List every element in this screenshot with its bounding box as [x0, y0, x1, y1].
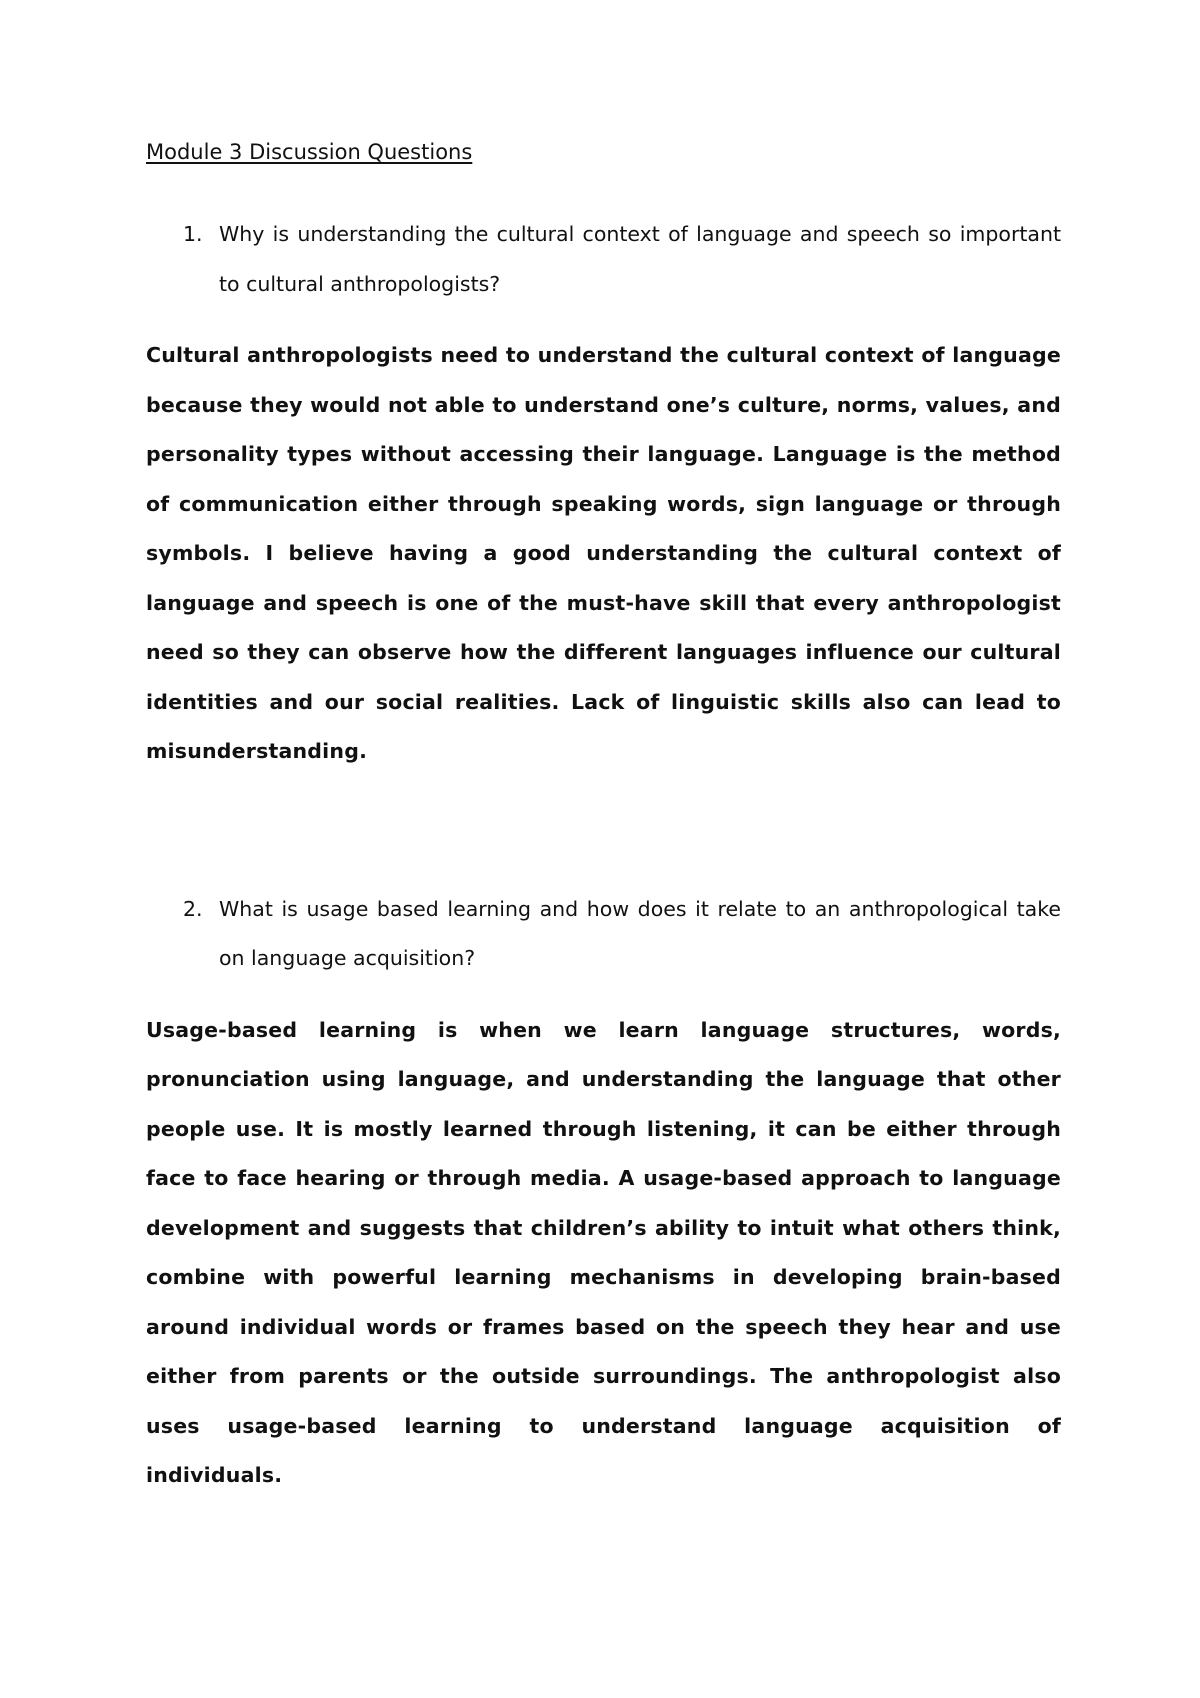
question-1-number: 1.: [183, 222, 203, 246]
document-title: Module 3 Discussion Questions: [146, 140, 473, 164]
answer-2-text: Usage-based learning is when we learn language structures, words, pronunciation using language, and understanding the language that other people use. It is mostly learned through listening, it can be either through face to face hearing or through media. A usage-based approach to language development and suggests that children’s ability to intuit what others think, combine with powerful learning mechanisms in developing brain-based around individual words or frames based on the speech they hear and use either from parents or the outside surroundings. The anthropologist also uses usage-based learning to understand language acquisition of individuals.: [146, 1017, 1061, 1487]
question-2: [146, 885, 1061, 984]
question-1-text: Why is understanding the cultural context of language and speech so important to cultural anthropologists?: [219, 222, 1061, 296]
question-1: [146, 210, 1061, 309]
section-spacer: [146, 777, 1061, 885]
question-2-text: What is usage based learning and how does it relate to an anthropological take on language acquisition?: [219, 896, 1061, 970]
document-body: [146, 138, 1061, 1501]
answer-1-text: Cultural anthropologists need to understand the cultural context of language because they would not able to understand one’s culture, norms, values, and personality types without accessing their language. Language is the method of communication either through speaking words, sign language or through symbols. I believe having a good understanding the cultural context of language and speech is one of the must-have skill that every anthropologist need so they can observe how the different languages influence our cultural identities and our social realities. Lack of linguistic skills also can lead to misunderstanding.: [146, 343, 1061, 763]
question-2-number: 2.: [183, 896, 203, 921]
